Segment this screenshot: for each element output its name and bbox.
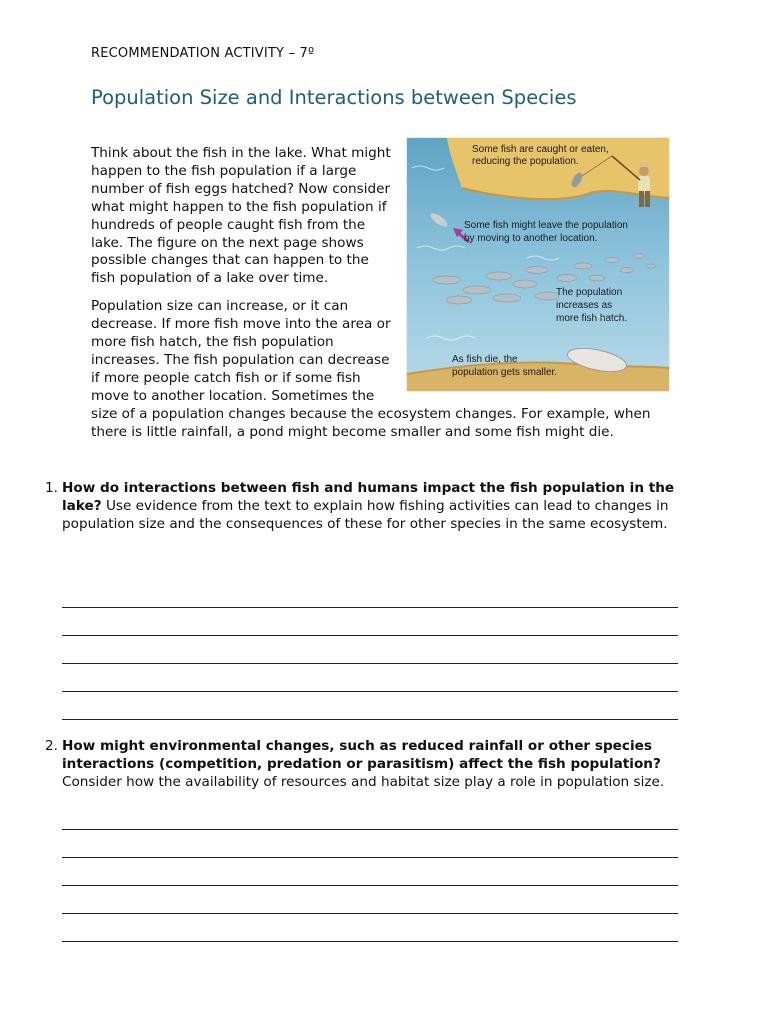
question-1 [38,479,678,533]
question-prompt: How do interactions between fish and humans impact the fish population in the lake? [62,480,675,514]
svg-text:Some fish are caught or eaten,: Some fish are caught or eaten, [472,144,609,155]
answer-area-2[interactable] [62,802,678,942]
answer-line[interactable] [62,692,678,720]
svg-text:by moving to another location.: by moving to another location. [464,233,598,244]
svg-text:population gets smaller.: population gets smaller. [452,367,558,378]
answer-line[interactable] [62,580,678,608]
intro-paragraph-2: Population size can increase, or it can decrease. If more fish move into the area or more fish hatch, the fish population increases. The fish population can decrease if more people catch fish or if some fish move to another location. Sometimes the size of a population changes because the ecosystem changes. For example, when there is little rainfall, a pond might become smaller and some fish might die. [91,298,651,440]
answer-line[interactable] [62,664,678,692]
question-2 [38,737,678,791]
svg-text:increases as: increases as [556,300,613,311]
question-number: 1. [45,480,58,496]
question-prompt: How might environmental changes, such as reduced rainfall or other species interactions (competition, predation or parasitism) affect the fish population? [62,738,661,772]
answer-line[interactable] [62,802,678,830]
lake-illustration [407,138,669,391]
question-instructions: Consider how the availability of resources and habitat size play a role in population size. [62,774,665,790]
intro-section [91,145,661,452]
question-text [62,479,678,533]
page-title: Population Size and Interactions between Species [91,86,577,109]
svg-text:reducing the population.: reducing the population. [472,156,579,167]
answer-area-1[interactable] [62,580,678,720]
intro-paragraph-1: Think about the fish in the lake. What might happen to the fish population if a large number of fish eggs hatched? Now consider what might happen to the fish population if hundreds of people caught fish from the lake. The figure on the next page shows possible changes that can happen to the fish population of a lake over time. [91,145,391,287]
activity-label: RECOMMENDATION ACTIVITY – 7º [91,46,315,61]
svg-text:The population: The population [556,287,623,298]
svg-text:more fish hatch.: more fish hatch. [556,313,628,324]
answer-line[interactable] [62,886,678,914]
question-instructions: Use evidence from the text to explain how fishing activities can lead to changes in population size and the consequences of these for other species in the same ecosystem. [62,498,669,532]
answer-line[interactable] [62,914,678,942]
question-text [62,737,678,791]
answer-line[interactable] [62,858,678,886]
svg-text:Some fish might leave the popu: Some fish might leave the population [464,220,628,231]
answer-line[interactable] [62,830,678,858]
answer-line[interactable] [62,636,678,664]
svg-text:As fish die, the: As fish die, the [452,354,518,365]
question-number: 2. [45,738,58,754]
fish-population-figure [407,138,669,391]
answer-line[interactable] [62,608,678,636]
